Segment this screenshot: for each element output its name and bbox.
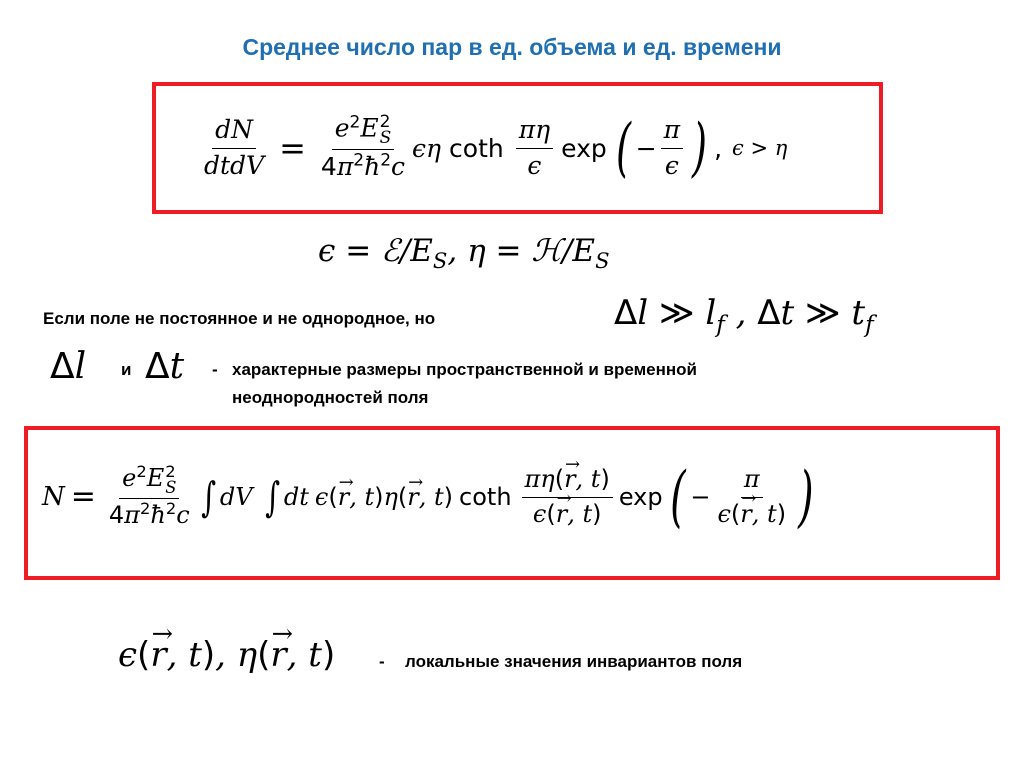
formula-local-invariants: ϵ(→ r, t), η(→ r, t) [118, 638, 335, 672]
formula-total-pairs: N = $e^2E$ 2 S $4\pi^2ħ^2c$ ∫ dV ∫ dt ϵ(→ r, t)η(→ r, t) coth $\frac{\pi\eta(\to r, t)}{\epsilon(\to r, t)}$ exp ( − $\frac{\pi}{\epsilon(\to r, t)}$ ) [42, 448, 819, 546]
text-field-variation: Если поле не постоянное и не однородное, но [43, 309, 436, 328]
formula-delta-t: Δt [145, 346, 185, 387]
formula-invariants-definition: $\epsilon = ℰ/E_S$, $\eta = ℋ/E_S$ [318, 233, 610, 274]
text-local-values: локальные значения инвариантов поля [405, 652, 743, 671]
coth-function-2: coth [459, 483, 512, 511]
coth-function: coth [449, 133, 504, 163]
text-dash-1: - [212, 360, 218, 379]
fraction-dN-dtdV: $\frac{dN}{\text{dtdV}}$ [204, 114, 265, 180]
text-and: и [121, 360, 132, 379]
exp-function: exp [561, 133, 607, 163]
formula-pair-rate: $\frac{dN}{\text{dtdV}}$ = $e^2E$ 2 S $4\pi^2ħ^2c$ ϵη coth $\frac{\pi\eta}{\epsilon}$ exp ( − $\frac{\pi}{\epsilon}$ ) , ϵ > η [197, 100, 787, 196]
formula-scale-condition: Δl ≫ $l_f$ , Δt ≫ $t_f$ [614, 293, 874, 338]
formula-delta-l: Δl [50, 346, 87, 387]
text-dash-2: - [379, 652, 385, 671]
fraction-coefficient: $e^2E$ 2 S $4\pi^2ħ^2c$ [320, 111, 406, 182]
fraction-coefficient-2: $e^2E$ 2 S $4\pi^2ħ^2c$ [108, 462, 190, 530]
text-scales-line1: характерные размеры пространственной и временной [232, 360, 698, 379]
text-scales-line2: неоднородностей поля [232, 388, 429, 407]
slide-title: Среднее число пар в ед. объема и ед. времени [242, 34, 782, 60]
exp-function-2: exp [618, 483, 663, 511]
